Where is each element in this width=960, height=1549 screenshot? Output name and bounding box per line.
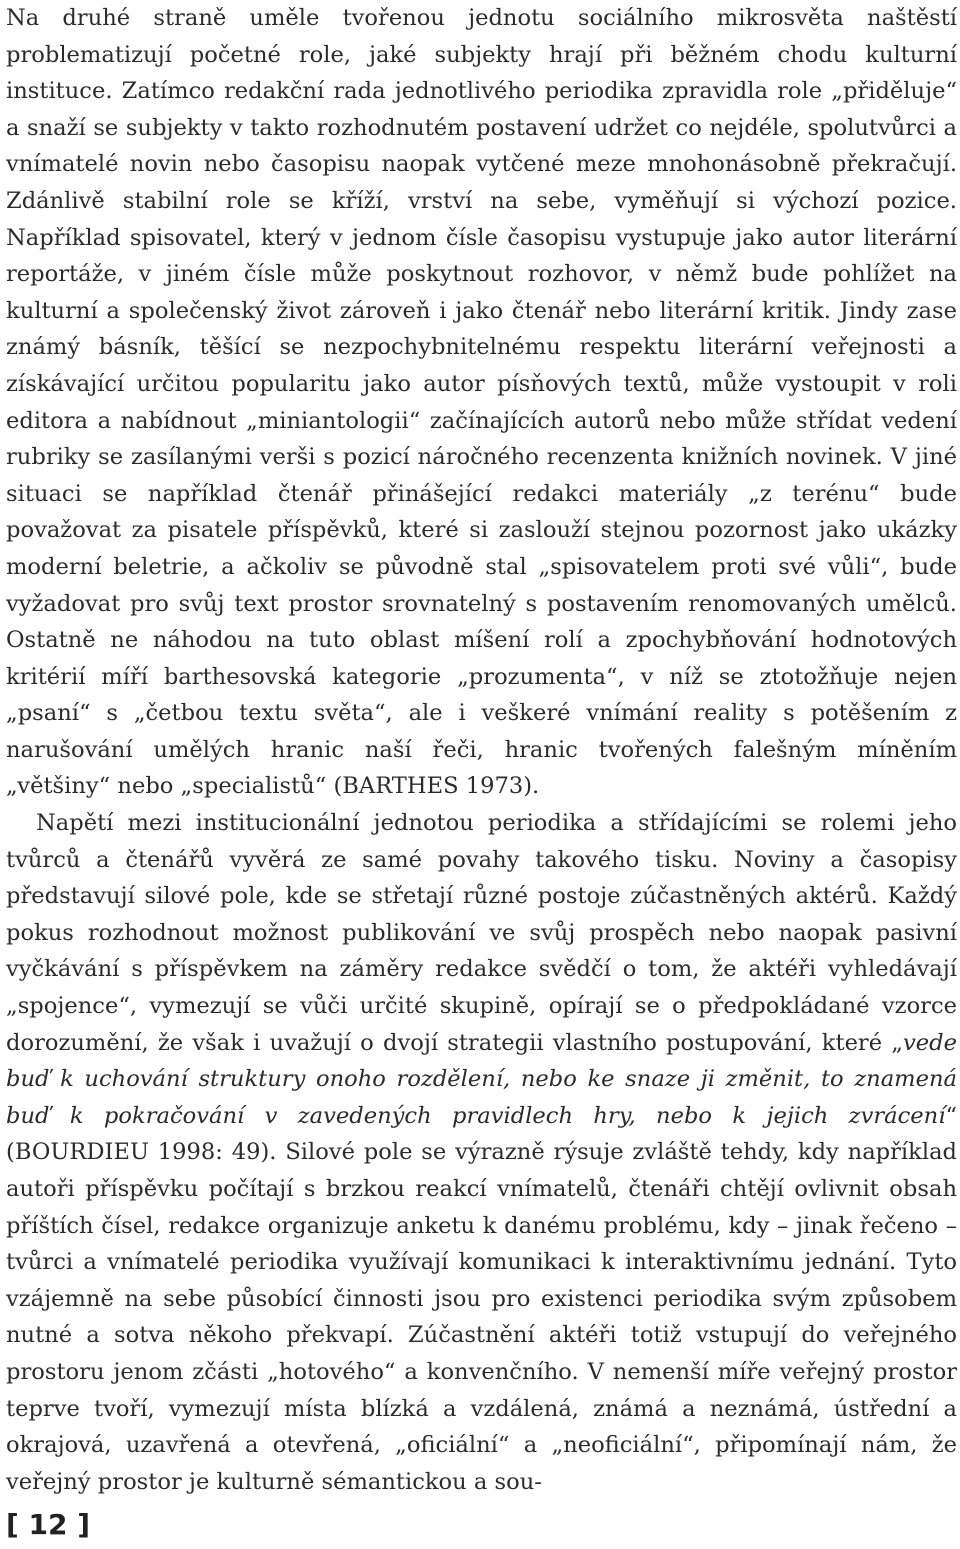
body-text [6, 0, 957, 1500]
paragraph-roles-text: Na druhé straně uměle tvořenou jednotu sociálního mikrosvěta naštěstí problematizují početné role, jaké subjekty hrají při běžném chodu kulturní instituce. Zatímco redakční rada jednotlivého periodika zpravidla role „přiděluje“ a snaží se subjekty v takto rozhodnutém postavení udržet co nejdéle, spolutvůrci a vnímatelé novin nebo časopisu naopak vytčené meze mnohonásobně překračují. Zdánlivě stabilní role se kříží, vrství na sebe, vyměňují si výchozí pozice. Například spisovatel, který v jednom čísle časopisu vystupuje jako autor literární reportáže, v jiném čísle může poskytnout rozhovor, v němž bude pohlížet na kulturní a společenský život zároveň i jako čtenář nebo literární kritik. Jindy zase známý básník, těšící se nezpochybnitelnému respektu literární veřejnosti a získávající určitou popularitu jako autor písňových textů, může vystoupit v roli editora a nabídnout „miniantologii“ začínajících autorů nebo může střídat vedení rubriky se zasílanými verši s pozicí náročného recenzenta knižních novinek. V jiné situaci se například čtenář přinášející redakci materiály „z terénu“ bude považovat za pisatele příspěvků, které si zaslouží stejnou pozornost jako ukázky moderní beletrie, a ačkoliv se původně stal „spisovatelem proti své vůli“, bude vyžadovat pro svůj text prostor srovnatelný s postavením renomovaných umělců. Ostatně ne náhodou na tuto oblast míšení rolí a zpochybňování hodnotových kritérií míří barthesovská kategorie „prozumenta“, v níž se ztotožňuje nejen „psaní“ s „četbou textu světa“, ale i veškeré vnímání reality s potěšením z narušování umělých hranic naší řeči, hranic tvořených falešným míněním „většiny“ nebo „specialistů“ (BARTHES 1973). [6, 5, 957, 800]
paragraph-tension-text-start: Napětí mezi institucionální jednotou periodika a střídajícími se rolemi jeho tvůrců a čtenářů vyvěrá ze samé povahy takového tisku. Noviny a časopisy představují silové pole, kde se střetají různé postoje zúčastněných aktérů. Každý pokus rozhodnout možnost publikování ve svůj prospěch nebo naopak pasivní vyčkávání s příspěvkem na záměry redakce svědčí o tom, že aktéři vyhledávají „spojence“, vymezují se vůči určité skupině, opírají se o předpokládané vzorce dorozumění, že však i uvažují o dvojí strategii vlastního postupování, které „ [6, 810, 957, 1056]
paragraph-tension-text-end: “ (BOURDIEU 1998: 49). Silové pole se výrazně rýsuje zvláště tehdy, kdy například autoři příspěvku počítají s brzkou reakcí vnímatelů, čtenáři chtějí ovlivnit obsah příštích čísel, redakce organizuje anketu k danému problému, kdy – jinak řečeno – tvůrci a vnímatelé periodika využívají komunikaci k interaktivnímu jednání. Tyto vzájemně na sebe působící činnosti jsou pro existenci periodika svým způsobem nutné a sotva někoho překvapí. Zúčastnění aktéři totiž vstupují do veřejného prostoru jenom zčásti „hotového“ a konvenčního. V nemenší míře veřejný prostor teprve tvoří, vymezují místa blízká a vzdálená, známá a neznámá, ústřední a okrajová, uzavřená a otevřená, „oficiální“ a „neoficiální“, připomínají nám, že veřejný prostor je kulturně sémantickou a sou- [6, 1102, 957, 1495]
bourdieu-quote: vede buď k uchování struktury onoho rozdělení, nebo ke snaze ji změnit, to znamená buď k pokračování v zavedených pravidlech hry, nebo k jejich zvrácení [6, 1029, 957, 1129]
paragraph-tension [6, 805, 957, 1500]
page-number: [ 12 ] [6, 1508, 91, 1541]
paragraph-roles [6, 0, 957, 805]
